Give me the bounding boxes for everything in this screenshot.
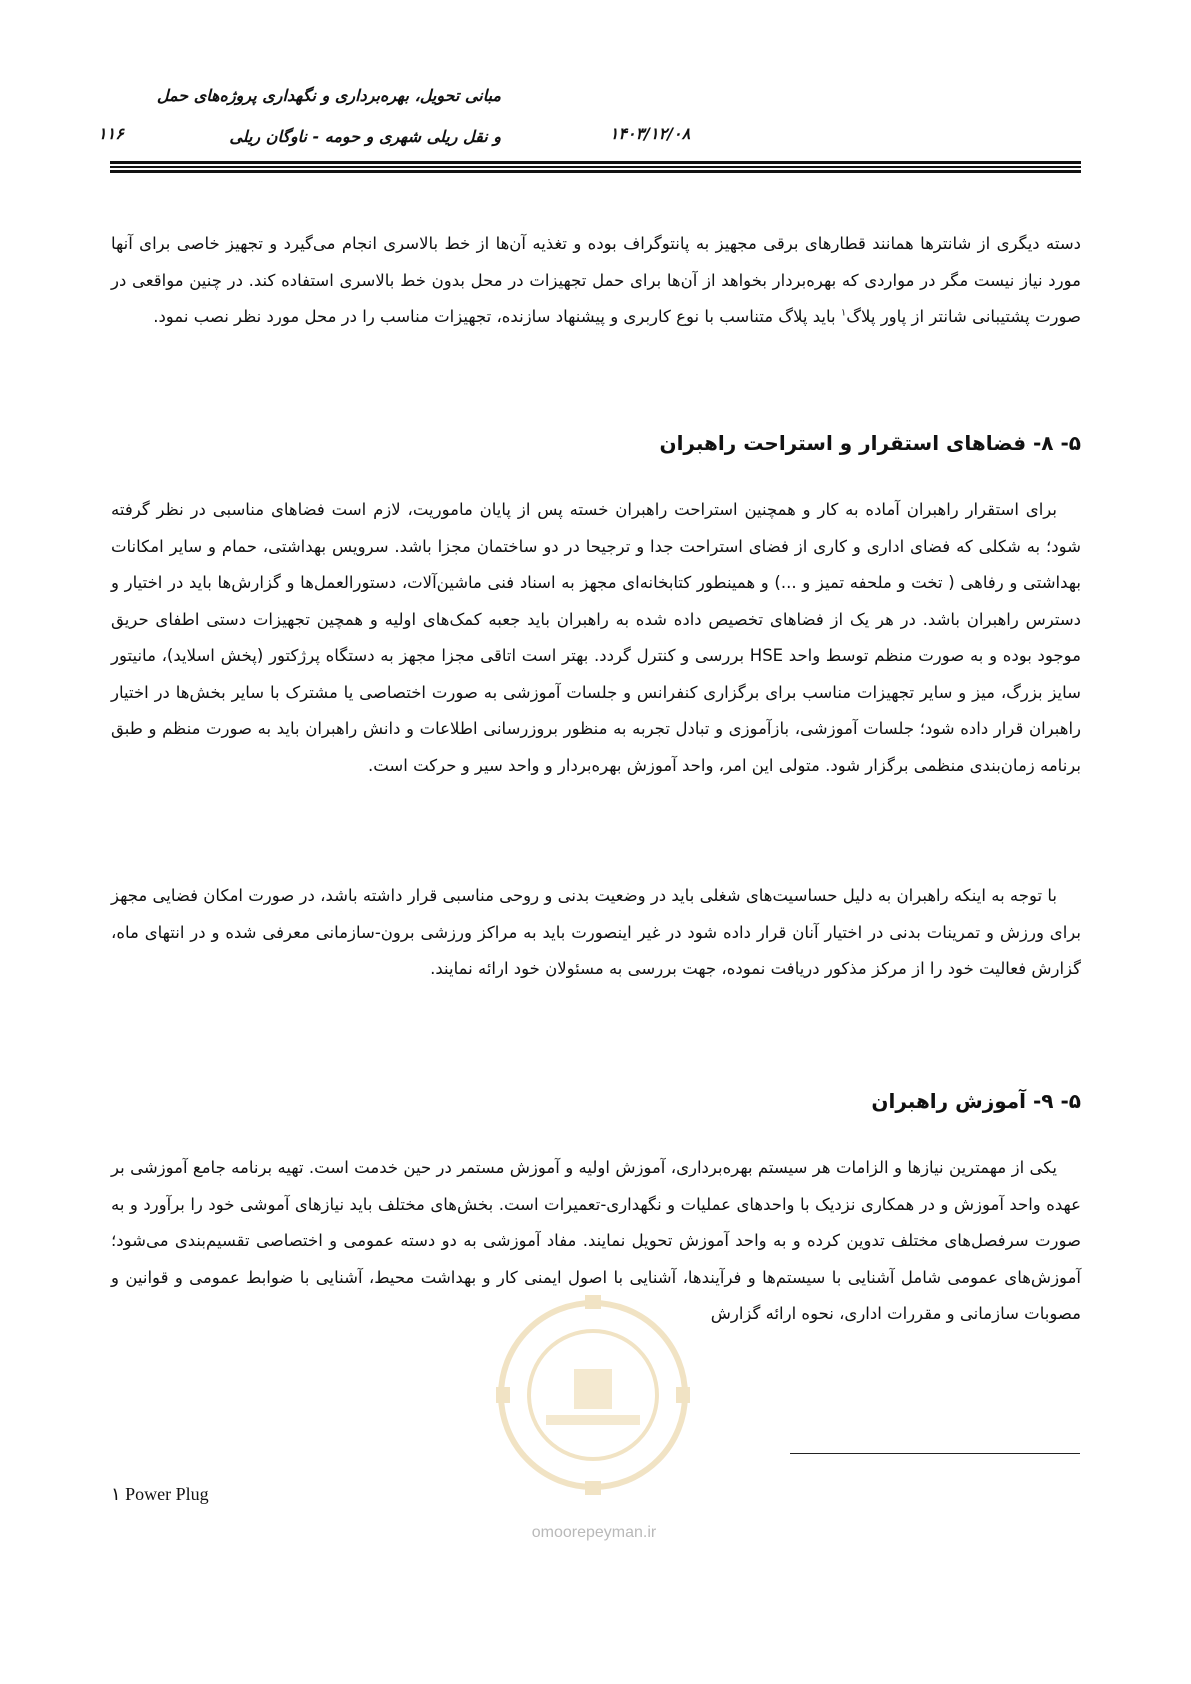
- header-rule-middle: [110, 166, 1081, 168]
- header-title-line1: مبانی تحویل، بهره‌برداری و نگهداری پروژه‌های حمل: [156, 86, 501, 105]
- footnote-number: ۱: [111, 1484, 121, 1504]
- header-title-line2: و نقل ریلی شهری و حومه - ناوگان ریلی: [229, 127, 501, 146]
- watermark-site: omoorepeyman.ir: [531, 1524, 657, 1541]
- footnote-separator: [790, 1453, 1080, 1454]
- header-rule-bottom: [110, 170, 1081, 173]
- paragraph-shunters-text-b: باید پلاگ متناسب با نوع کاربری و پیشنهاد سازنده، تجهیزات مناسب را در محل مورد نظر نصب نمود.: [153, 307, 841, 326]
- section-heading-5-8: ۵- ۸- فضاهای استقرار و استراحت راهبران: [659, 431, 1081, 455]
- footnote-reference[interactable]: ۱: [840, 307, 847, 319]
- paragraph-shunters: [111, 226, 1081, 336]
- footnote-text: Power Plug: [120, 1484, 209, 1504]
- page-number: ۱۱۶: [98, 124, 124, 143]
- header-date: ۱۴۰۳/۱۲/۰۸: [609, 124, 691, 143]
- header-rule-top: [110, 161, 1081, 164]
- paragraph-shunters-text-a: دسته دیگری از شانترها همانند قطارهای برقی مجهیز به پانتوگراف بوده و تغذیه آن‌ها از خط بالاسری انجام می‌گیرد و تجهیز خاصی برای آنها مورد نیاز نیست مگر در مواردی که بهره‌بردار بخواهد از آن‌ها برای حمل تجهیزات در محل بدون خط بالاسری استفاده کند. در چنین مواقعی در صورت پشتیبانی شانتر از پاور پلاگ: [111, 234, 1081, 326]
- paragraph-driver-spaces: برای استقرار راهبران آماده به کار و همچنین استراحت راهبران خسته پس از پایان ماموریت، لازم است فضاهای مناسبی در نظر گرفته شود؛ به شکلی که فضای اداری و کاری از فضای استراحت جدا و ترجیحا در دو ساختمان مجزا باشد. سرویس بهداشتی، حمام و سایر امکانات بهداشتی و رفاهی ( تخت و ملحفه تمیز و ...) و همینطور کتابخانه‌ای مجهز به اسناد فنی ماشین‌آلات، دستورالعمل‌ها و گزارش‌ها باید در اختیار و دسترس راهبران باشد. در هر یک از فضاهای تخصیص داده شده به راهبران باید جعبه کمک‌های اولیه و همچین تجهیزات دستی اطفای حریق موجود بوده و به صورت منظم توسط واحد HSE بررسی و کنترل گردد. بهتر است اتاقی مجزا مجهز به دستگاه پرژکتور (پخش اسلاید)، مانیتور سایز بزرگ، میز و سایر تجهیزات مناسب برای برگزاری کنفرانس و جلسات آموزشی به صورت اختصاصی یا مشترک با سایر بخش‌ها در اختیار راهبران قرار داده شود؛ جلسات آموزشی، بازآموزی و تبادل تجربه به منظور بروزرسانی اطلاعات و دانش راهبران باید به صورت منظم و طبق برنامه زمان‌بندی منظمی برگزار شود. متولی این امر، واحد آموزش بهره‌بردار و واحد سیر و حرکت است.: [111, 500, 1081, 775]
- section-heading-5-9: ۵- ۹- آموزش راهبران: [871, 1089, 1081, 1113]
- paragraph-driver-fitness: با توجه به اینکه راهبران به دلیل حساسیت‌های شغلی باید در وضعیت بدنی و روحی مناسبی قرار داشته باشد، در صورت امکان فضایی مجهز برای ورزش و تمرینات بدنی در اختیار آنان قرار داده شود در غیر اینصورت باید به مراکز ورزشی برون-سازمانی معرفی شده و در انتهای ماه، گزارش فعالیت خود را از مرکز مذکور دریافت نموده، جهت بررسی به مسئولان خود ارائه نمایند.: [111, 886, 1081, 978]
- paragraph-driver-training: یکی از مهمترین نیازها و الزامات هر سیستم بهره‌برداری، آموزش اولیه و آموزش مستمر در حین خدمت است. تهیه برنامه جامع آموزشی بر عهده واحد آموزش و در همکاری نزدیک با واحدهای عملیات و نگهداری-تعمیرات است. بخش‌های مختلف باید نیازهای آموشی خود را برآورد و به صورت سرفصل‌های مختلف تدوین کرده و به واحد آموزش تحویل نمایند. مفاد آموزشی به دو دسته عمومی و اختصاصی تقسیم‌بندی می‌شود؛ آموزش‌های عمومی شامل آشنایی با سیستم‌ها و فرآیندها، آشنایی با اصول ایمنی کار و بهداشت محیط، آشنایی با ضوابط عمومی و قوانین و مصوبات سازمانی و مقررات اداری، نحوه ارائه گزارش: [111, 1158, 1081, 1323]
- footnote: [111, 1484, 209, 1505]
